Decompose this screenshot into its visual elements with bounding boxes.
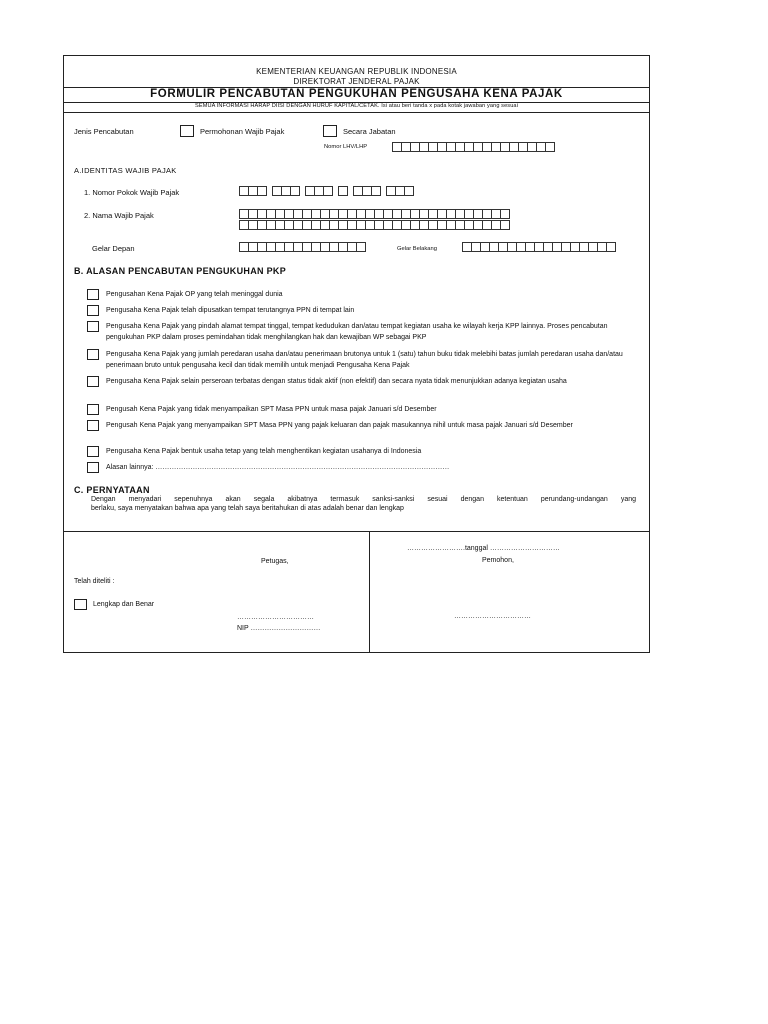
statement-line-1: Dengan menyadari sepenuhnya akan segala akibatnya termasuk sanksi-sanksi sesuai dengan ketentuan perundang-undangan yang — [91, 496, 636, 503]
char-box[interactable] — [500, 209, 510, 219]
char-box[interactable] — [500, 220, 510, 230]
nama-input-row-1[interactable] — [239, 209, 509, 219]
permohonan-label: Permohonan Wajib Pajak — [200, 127, 285, 136]
gelar-depan-input[interactable] — [239, 242, 365, 252]
instruction-text: SEMUA INFORMASI HARAP DIISI DENGAN HURUF KAPITAL/CETAK. Isi atau beri tanda x pada kotak jawaban yang sesuai — [195, 103, 518, 109]
npwp-input[interactable] — [239, 186, 413, 196]
char-box[interactable] — [356, 242, 366, 252]
directorate-heading: DIREKTORAT JENDERAL PAJAK — [293, 77, 420, 86]
reason-5-text: Pengusaha Kena Pajak selain perseroan terbatas dengan status tidak aktif (non efektif) dan secara nyata tidak menunjukkan adanya kegiatan usaha — [106, 378, 567, 385]
statement-line-2: berlaku, saya menyatakan bahwa apa yang telah saya beritahukan di atas adalah benar dan lengkap — [91, 505, 404, 512]
char-box[interactable] — [606, 242, 616, 252]
secara-jabatan-checkbox[interactable] — [323, 125, 337, 137]
permohonan-checkbox[interactable] — [180, 125, 194, 137]
secara-jabatan-label: Secara Jabatan — [343, 127, 396, 136]
signature-column-divider — [369, 531, 370, 652]
section-a-title: A.IDENTITAS WAJIB PAJAK — [74, 166, 177, 175]
form-title: FORMULIR PENCABUTAN PENGUKUHAN PENGUSAHA KENA PAJAK — [150, 88, 563, 100]
reason-8-checkbox[interactable] — [87, 446, 99, 457]
nama-input-row-2[interactable] — [239, 220, 509, 230]
reason-2-checkbox[interactable] — [87, 305, 99, 316]
reason-1-checkbox[interactable] — [87, 289, 99, 300]
char-box[interactable] — [404, 186, 414, 196]
section-c-title: C. PERNYATAAN — [74, 485, 150, 495]
instruction-divider — [64, 112, 649, 113]
lengkap-checkbox[interactable] — [74, 599, 87, 610]
reason-1-text: Pengusahan Kena Pajak OP yang telah meninggal dunia — [106, 291, 283, 298]
pemohon-label: Pemohon, — [482, 557, 514, 564]
gelar-belakang-input[interactable] — [462, 242, 615, 252]
ministry-heading: KEMENTERIAN KEUANGAN REPUBLIK INDONESIA — [256, 67, 457, 76]
telah-diteliti-label: Telah diteliti : — [74, 578, 115, 585]
lengkap-label: Lengkap dan Benar — [93, 601, 155, 608]
reason-3-checkbox[interactable] — [87, 321, 99, 332]
gelar-belakang-label: Gelar Belakang — [397, 246, 437, 252]
petugas-label: Petugas, — [261, 558, 289, 565]
reason-4-text: Pengusaha Kena Pajak yang jumlah peredaran usaha dan/atau penerimaan brutonya untuk 1 (satu) tahun buku tidak melebihi batas jumlah peredaran usaha dan/atau penerimaan bruto untuk pengusaha kecil dan tidak memilih untuk menjadi Pengusaha Kena Pajak — [106, 351, 623, 369]
reason-2-text: Pengusaha Kena Pajak telah dipusatkan tempat terutangnya PPN di tempat lain — [106, 307, 355, 314]
npwp-label: 1. Nomor Pokok Wajib Pajak — [84, 188, 180, 197]
reason-7-text: Pengusah Kena Pajak yang menyampaikan SPT Masa PPN yang pajak keluaran dan pajak masukannya nihil untuk masa pajak Januari s/d Desember — [106, 422, 573, 429]
signature-divider — [64, 531, 649, 532]
gelar-depan-label: Gelar Depan — [92, 244, 135, 253]
reason-9-text: Alasan lainnya: ……………………………………………………………………………………………………………… — [106, 464, 450, 471]
pemohon-signature-line: …………………………… — [454, 613, 531, 620]
nip-line: NIP ………………………… — [237, 625, 321, 632]
reason-6-text: Pengusah Kena Pajak yang tidak menyampaikan SPT Masa PPN untuk masa pajak Januari s/d Desember — [106, 406, 437, 413]
reason-3-text: Pengusaha Kena Pajak yang pindah alamat tempat tinggal, tempat kedudukan dan/atau tempat kegiatan usaha ke wilayah kerja KPP lainnya. Proses pencabutan pengukuhan PKP dalam proses pemindahan tidak menghilangkan hak dan kewajiban WP sebagai PKP — [106, 323, 608, 341]
nama-label: 2. Nama Wajib Pajak — [84, 211, 154, 220]
cancellation-form — [63, 55, 650, 653]
section-b-title: B. ALASAN PENCABUTAN PENGUKUHAN PKP — [74, 266, 287, 276]
nomor-lhv-label: Nomor LHV/LHP — [324, 144, 368, 150]
petugas-signature-line: …………………………… — [237, 614, 314, 621]
jenis-pencabutan-label: Jenis Pencabutan — [74, 127, 134, 136]
char-box[interactable] — [545, 142, 555, 152]
tanggal-line: …………………….tanggal ………………………… — [407, 545, 560, 552]
nomor-lhv-input[interactable] — [392, 142, 554, 152]
reason-4-checkbox[interactable] — [87, 349, 99, 360]
reason-7-checkbox[interactable] — [87, 420, 99, 431]
reason-9-checkbox[interactable] — [87, 462, 99, 473]
reason-6-checkbox[interactable] — [87, 404, 99, 415]
reason-5-checkbox[interactable] — [87, 376, 99, 387]
reason-8-text: Pengusaha Kena Pajak bentuk usaha tetap yang telah menghentikan kegiatan usahanya di Indonesia — [106, 448, 422, 455]
